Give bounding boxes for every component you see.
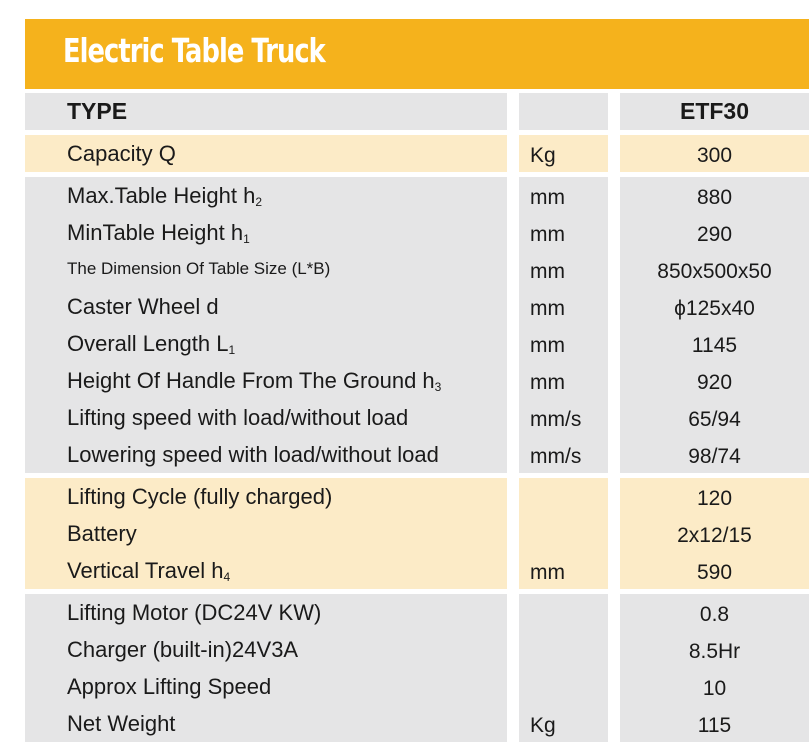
title-banner bbox=[25, 19, 809, 89]
row-label bbox=[67, 220, 250, 246]
table-row bbox=[25, 135, 809, 172]
row-unit: mm bbox=[530, 260, 565, 283]
dimensions-group bbox=[25, 177, 809, 473]
header-group bbox=[25, 93, 809, 130]
row-label-subscript: 1 bbox=[228, 343, 236, 357]
row-label: Approx Lifting Speed bbox=[67, 674, 272, 699]
row-label: Net Weight bbox=[67, 711, 176, 736]
row-value: 0.8 bbox=[699, 603, 730, 626]
spec-table bbox=[25, 93, 809, 747]
row-label bbox=[67, 558, 230, 584]
table-row bbox=[25, 436, 809, 473]
row-unit: Kg bbox=[530, 714, 556, 737]
row-unit: mm bbox=[530, 297, 565, 320]
table-row bbox=[25, 399, 809, 436]
row-unit: mm bbox=[530, 186, 565, 209]
table-row bbox=[25, 214, 809, 251]
table-row bbox=[25, 631, 809, 668]
table-row bbox=[25, 288, 809, 325]
row-unit: Kg bbox=[530, 144, 556, 167]
page-title: Electric Table Truck bbox=[63, 31, 325, 70]
row-value: 590 bbox=[696, 561, 733, 584]
table-row bbox=[25, 594, 809, 631]
table-row bbox=[25, 668, 809, 705]
row-label: Battery bbox=[67, 521, 137, 546]
row-label: Lifting Cycle (fully charged) bbox=[67, 484, 333, 509]
table-row bbox=[25, 478, 809, 515]
row-value: 8.5Hr bbox=[688, 640, 741, 663]
row-value: 2x12/15 bbox=[677, 524, 752, 547]
row-unit: mm bbox=[530, 371, 565, 394]
row-label bbox=[67, 141, 176, 167]
row-label-text: Overall Length L bbox=[67, 331, 229, 356]
row-unit: mm bbox=[530, 334, 565, 357]
row-label: Lowering speed with load/without load bbox=[67, 442, 439, 467]
table-row bbox=[25, 177, 809, 214]
header-type-label: TYPE bbox=[67, 98, 128, 124]
row-value: 115 bbox=[697, 714, 732, 737]
motor-group bbox=[25, 594, 809, 742]
battery-group bbox=[25, 478, 809, 589]
row-label-subscript: 1 bbox=[243, 232, 250, 246]
row-label: The Dimension Of Table Size (L*B) bbox=[67, 259, 331, 278]
table-row bbox=[25, 362, 809, 399]
table-row bbox=[25, 251, 809, 288]
row-label bbox=[67, 331, 235, 357]
row-label-text: Height Of Handle From The Ground h bbox=[67, 368, 435, 393]
row-value: 1145 bbox=[691, 334, 738, 357]
row-value: 880 bbox=[696, 186, 733, 209]
header-model: ETF30 bbox=[679, 98, 750, 124]
table-row bbox=[25, 552, 809, 589]
row-label-text: Capacity Q bbox=[67, 141, 176, 166]
row-label-subscript: 4 bbox=[223, 570, 231, 584]
table-row bbox=[25, 325, 809, 362]
row-value: 850x500x50 bbox=[657, 260, 772, 283]
row-label: Caster Wheel d bbox=[67, 294, 219, 319]
capacity-group bbox=[25, 135, 809, 172]
row-label-text: MinTable Height h bbox=[67, 220, 244, 245]
row-unit: mm/s bbox=[530, 408, 582, 431]
row-value: 98/74 bbox=[688, 445, 741, 468]
row-unit: mm bbox=[530, 561, 565, 584]
row-label bbox=[67, 368, 441, 394]
table-header-row bbox=[25, 93, 809, 130]
row-label bbox=[67, 183, 262, 209]
row-value: 300 bbox=[696, 144, 733, 167]
row-label: Lifting speed with load/without load bbox=[67, 405, 409, 430]
row-unit: mm/s bbox=[530, 445, 582, 468]
row-label-text: Max.Table Height h bbox=[67, 183, 256, 208]
row-value: ϕ125x40 bbox=[674, 297, 755, 320]
row-label-text: Vertical Travel h bbox=[67, 558, 224, 583]
row-value: 920 bbox=[696, 371, 733, 394]
row-label-subscript: 3 bbox=[434, 380, 442, 394]
row-label-subscript: 2 bbox=[255, 195, 263, 209]
row-label: Charger (built-in)24V3A bbox=[67, 637, 299, 662]
table-row bbox=[25, 515, 809, 552]
row-value: 10 bbox=[702, 677, 727, 700]
table-row bbox=[25, 705, 809, 742]
row-value: 120 bbox=[696, 487, 733, 510]
row-value: 65/94 bbox=[688, 408, 741, 431]
row-label: Lifting Motor (DC24V KW) bbox=[67, 600, 322, 625]
row-unit: mm bbox=[530, 223, 565, 246]
row-value: 290 bbox=[696, 223, 733, 246]
